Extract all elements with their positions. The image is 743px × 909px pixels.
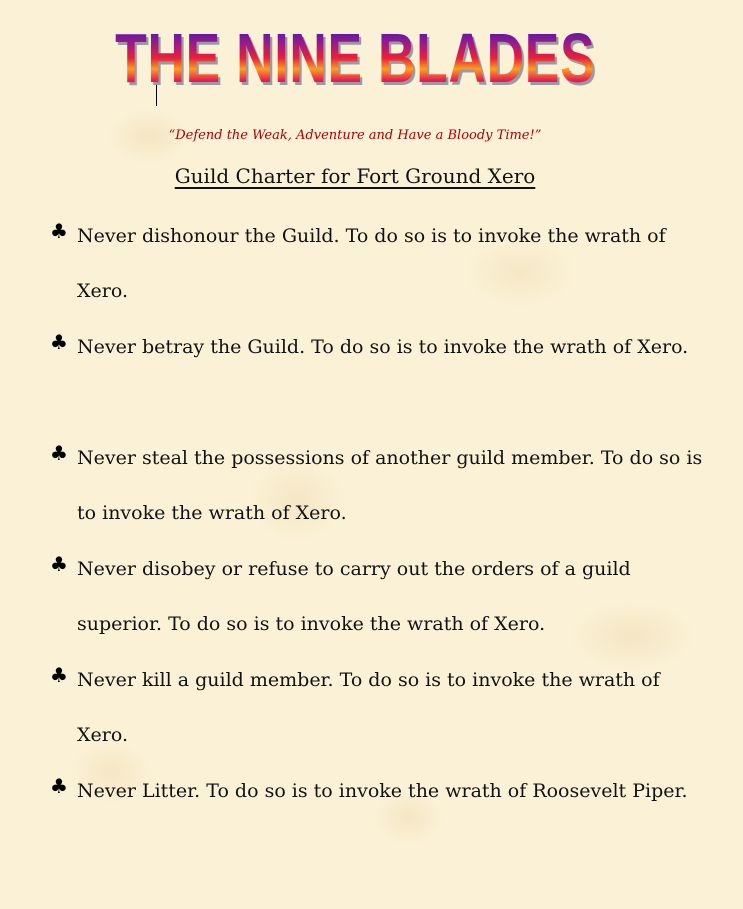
charter-rule-text: Never steal the possessions of another guild member. To do so is to invoke the wrath of Xero. (77, 447, 703, 524)
guild-motto: “Defend the Weak, Adventure and Have a Bloody Time!” (168, 128, 542, 143)
club-suit-icon: ♣ (50, 774, 68, 798)
charter-rule-text: Never kill a guild member. To do so is to invoke the wrath of Xero. (77, 669, 660, 746)
charter-heading (0, 164, 710, 188)
club-suit-icon: ♣ (50, 552, 68, 576)
charter-rule-text: Never dishonour the Guild. To do so is to invoke the wrath of Xero. (77, 225, 666, 302)
charter-rule (50, 653, 705, 769)
charter-rule (50, 209, 705, 325)
charter-rule-text: Never Litter. To do so is to invoke the wrath of Roosevelt Piper. (77, 780, 688, 802)
club-suit-icon: ♣ (50, 219, 68, 243)
charter-rule (50, 542, 705, 658)
charter-rule-text: Never betray the Guild. To do so is to invoke the wrath of Xero. (77, 336, 689, 358)
club-suit-icon: ♣ (50, 441, 68, 465)
charter-rule-text: Never disobey or refuse to carry out the orders of a guild superior. To do so is to invoke the wrath of Xero. (77, 558, 631, 635)
guild-title: THE NINE BLADES (93, 12, 618, 104)
charter-rule (50, 431, 705, 547)
club-suit-icon: ♣ (50, 330, 68, 354)
charter-rule (50, 320, 705, 436)
charter-heading-text: Guild Charter for Fort Ground Xero (174, 164, 536, 188)
charter-rule (50, 764, 705, 880)
club-suit-icon: ♣ (50, 663, 68, 687)
charter-rules-list (50, 214, 705, 880)
